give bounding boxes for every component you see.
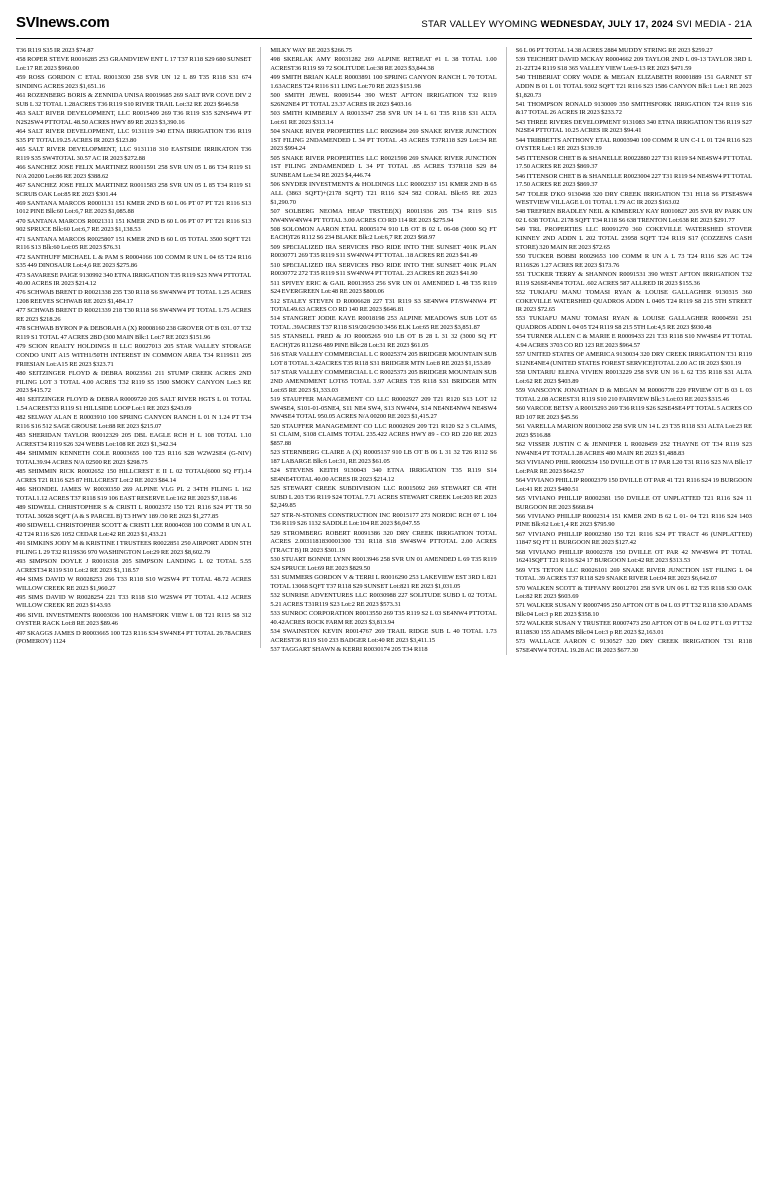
- listing-entry: 515 STANSELL FRED & JO R0005265 910 LB OT B 28 L 31 32 (3000 SQ FT EACH)T26 R112S6 489 PINE Blk:28 Lot:31 RE 2023 $61.05: [270, 333, 497, 350]
- listing-entry: T36 R119 S35 IR 2023 $74.87: [16, 47, 94, 54]
- listing-entry: 482 SELWAY ALAN E R0003910 100 SPRING CANYON RANCH L 01 N 1.24 PT T34 R116 S16 512 SAGE GROUSE Lot:88 RE 2023 $215.07: [16, 414, 252, 431]
- listing-entry: 466 SANCHEZ JOSE FELIX MARTINEZ R0011591 258 SVR UN 05 L 86 T34 R119 S1 N/A 20200 Lot:86 RE 2023 $388.62: [16, 163, 252, 180]
- listing-entry: 550 TUCKER BOBBI R0029653 100 COMM R UN A L 73 T24 R116 S26 AC T24 R116S26 1.27 ACRES RE 2023 $173.76: [515, 252, 752, 269]
- listing-entry: 552 TUKIAFU MANU TOMASI RYAN & LOUISE GALLAGHER 9130315 360 COKEVILLE WATERSHED QUADROS ADDN L 0405 T24 R119 S8 215 5TH STREET IR 2023 $72.65: [515, 288, 752, 314]
- listing-entry: 510 SPECIALIZED IRA SERVICES FBO RIDE INTO THE SUNSET 401K PLAN R0030772 272 T35 R119 S11 SW4NW4 PT TOTAL .23 ACRES RE 2023 $41.90: [270, 261, 497, 278]
- listing-entry: 570 WALKEN SCOTT & TIFFANY R0012701 258 SVR UN 06 L 82 T35 R118 S30 OAK Lot:82 RE 2023 $603.69: [515, 584, 752, 601]
- listing-entry: 543 THREE RIVERS DEVELOPMENT 9131083 340 ETNA IRRIGATION T36 R119 S27 N2SE4 PTTOTAL 10.25 ACRES IR 2023 $94.41: [515, 118, 752, 135]
- listing-entry: 505 SNAKE RIVER PROPERTIES LLC R0021598 269 SNAKE RIVER JUNCTION 1ST FILING 2NDAMENDED L 34 PT TOTAL .85 ACRES T37R118 S29 84 SUNBEAM Lot:34 RE 2023 $4,446.74: [270, 154, 497, 179]
- listing-entry: 484 SHIMMIN KENNETH COLE R0003655 100 T23 R116 S28 W2W2SE4 (G-NIV) TOTAL39.94 ACRES N/A 02500 RE 2023 $298.75: [16, 450, 252, 466]
- listing-entry: 480 SEITZINGER FLOYD & DEBRA R0023561 211 STUMP CREEK ACRES 2ND FILING LOT 3 TOTAL 4.00 ACRES T32 R119 S5 1500 SMOKY CANYON Lot:3 RE 2023 $415.72: [16, 369, 252, 395]
- listing-entry: 509 SPECIALIZED IRA SERVICES FBO RIDE INTO THE SUNSET 401K PLAN R0030771 269 T35 R119 S11 SW4NW4 PT TOTAL .18 ACRES RE 2023 $41.49: [270, 243, 497, 260]
- listing-entry: 520 STAUFFER MANAGEMENT CO LLC R0002929 209 T21 R120 S2 3 CLAIMS, S1 CLAIM, S108 CLAIMS TOTAL 235.422 ACRES HWY 89 - CO RD 220 RE 2023 $857.88: [270, 422, 497, 447]
- listing-entry: 483 SHERIDAN TAYLOR R0012329 205 DBL EAGLE RCH H L 108 TOTAL 1.10 ACREST34 R119 S26 324 WEBB Lot:108 RE 2023 $1,342.34: [16, 432, 252, 449]
- column-2: [261, 47, 506, 655]
- listing-entry: 507 SOLBERG NEOMA HEAP TRSTEE(X) R0011936 205 T34 R119 S15 NW4NW4NW4 PT TOTAL 3.00 ACRES CO RD 114 RE 2023 $275.94: [270, 207, 497, 224]
- listing-entry: 471 SANTANA MARCOS R0025807 151 KMER 2ND B 60 L 05 TOTAL 3500 SQFT T21 R116 S13 Blk:60 Lot:05 RE 2023 $76.31: [16, 235, 252, 252]
- publication-logo[interactable]: SVInews.com: [16, 14, 110, 31]
- listing-entry: 545 ITTENSOR CHET B & SHANELLE R0022880 227 T31 R119 S4 NE4SW4 PT TOTAL 17.50 ACRES RE 2023 $869.37: [515, 154, 752, 171]
- listing-entry: 516 STAR VALLEY COMMERCIAL L C R0025374 205 BRIDGER MOUNTAIN SUB LOT 8 TOTAL 3.42ACRES T35 R118 S31 BRIDGER MTN Lot:8 RE 2023 $1,153.89: [270, 351, 497, 368]
- listing-entry: 540 THIBERIAT CORY WADE & MEGAN ELIZABETH R0001889 151 GARNET ST ADDN B 01 L 01 TOTAL 9302 SQFT T21 R116 S23 1586 CANYON Blk:1 Lot:1 RE 2023 $1,820.73: [515, 74, 752, 99]
- listing-entry: 562 VISSER JUSTIN C & JENNIFER L R0028459 252 THAYNE OT T34 R119 S23 NW4NE4 PT TOTAL1.28 ACRES 480 MAIN RE 2023 $1,488.83: [515, 441, 752, 457]
- masthead: [16, 14, 752, 35]
- listing-entry: 495 SIMS DAVID W R0028254 221 T33 R118 S10 W2SW4 PT TOTAL 4.12 ACRES WILLOW CREEK RE 2023 $143.93: [16, 593, 252, 610]
- listing-entry: 534 SWAINSTON KEVIN R0014767 269 TRAIL RIDGE SUB L 40 TOTAL 1.73 ACREST36 R119 S10 233 BADGER Lot:40 RE 2023 $3,411.15: [270, 627, 497, 644]
- listing-entry: 519 STAUFFER MANAGEMENT CO LLC R0002927 209 T21 R120 S13 LOT 12 SW4SE4, S101-01-05NE4, S11 NE4 SW4, S13 NW4N4, S14 NE4NE4NW4 NE4SW4 NW4SE4 TOTAL 950.05 ACRES N/A 00200 RE 2023 $1,415.27: [270, 395, 497, 421]
- column-3: [507, 47, 752, 656]
- listing-entry: 478 SCHWAB BYRON P & DEBORAH A (X) R0008160 238 GROVER OT B 031. 07 T32 R119 S1 TOTAL 47 ACRES 2BD (300 MAIN Blk:1 Lot:7 RE 2023 $151.96: [16, 325, 252, 341]
- listing-entry: 559 VANSCOYK JONATHAN D & MEGAN M R0006778 229 FRVIEW OT B 03 L 03 TOTAL 2.08 ACREST31 R119 S10 210 FAIRVIEW Blk:3 Lot:03 RE 2023 $315.46: [515, 387, 752, 403]
- column-1: [16, 47, 261, 648]
- listing-entry: 498 SKERLAK AMY R0031282 269 ALPINE RETREAT #1 L 38 TOTAL 1.00 ACREST36 R119 S9 72 SOLITUDE Lot:38 RE 2023 $3,844.38: [270, 56, 497, 72]
- listing-entry: 566 VIVIANO PHILLIP R0002314 151 KMER 2ND B 62 L 01- 04 T21 R116 S24 1403 PINE Blk:62 Lot:1,4 RE 2023 $795.90: [515, 512, 752, 529]
- listing-entry: S6 L 06 PT TOTAL 14.38 ACRES 2884 MUDDY STRING RE 2023 $259.27: [515, 47, 713, 54]
- listing-entry: 490 SIDWELL CHRISTOPHER SCOTT & CRISTI LEE R0004038 100 COMM R UN A L 42 T24 R116 S26 1052 CEDAR Lot:42 RE 2023 $1,433.21: [16, 522, 252, 538]
- listing-entry: 470 SANTANA MARCOS R0021311 151 KMER 2ND B 60 L 06 PT 07 PT T21 R116 S13 902 SPRUCE Blk:60 Lot:6,7 RE 2023 $1,138.53: [16, 217, 252, 234]
- listing-entry: 500 SMITH JEWEL R0091544 390 WEST AFTON IRRIGATION T32 R119 S26N2NE4 PT TOTAL 23.37 ACRES IR 2023 $403.16: [270, 92, 497, 108]
- listing-entry: 564 VIVIANO PHILLIP R0002379 150 DVILLE OT PAR 41 T21 R116 S24 19 BURGOON Lot:41 RE 2023 $480.51: [515, 476, 752, 493]
- listing-entry: 572 WALKER SUSAN Y TRUSTEE R0007473 250 AFTON OT B 04 L 02 PT L 03 PT T32 R118S30 155 ADAMS Blk:04 Lot:3 p RE 2023 $2,163.01: [515, 620, 752, 637]
- listing-entry: 464 SALT RIVER DEVELOPMENT, LLC 9131119 340 ETNA IRRIGATION T36 R119 S35 PT TOTAL19.25 ACRES IR 2023 $123.80: [16, 128, 252, 144]
- listing-entry: 565 VIVIANO PHILLIP R0002381 150 DVILLE OT UNPLATTED T21 R116 S24 11 BURGOON RE 2023 $668.84: [515, 494, 752, 511]
- listing-entry: 571 WALKER SUSAN Y R0007495 250 AFTON OT B 04 L 03 PT T32 R118 S30 ADAMS Blk:04 Lot:3 p RE 2023 $358.10: [515, 602, 752, 619]
- listing-entry: 514 STANGRET JODIE KAYE R0018198 253 ALPINE MEADOWS SUB LOT 65 TOTAL .39ACRES T37 R118 S19/20/29/30 3456 ELK Lot:65 RE 2023 $3,851.87: [270, 315, 497, 332]
- listing-entry: 469 SANTANA MARCOS R0001131 151 KMER 2ND B 60 L 06 PT 07 PT T21 R116 S13 1012 PINE Blk:60 Lot:6,7 RE 2023 $1,085.88: [16, 199, 252, 216]
- listing-entry: 494 SIMS DAVID W R0028253 266 T33 R118 S10 W2SW4 PT TOTAL 48.72 ACRES WILLOW CREEK RE 2023 $1,960.27: [16, 575, 252, 592]
- listing-entry: 530 STUART BONNIE LYNN R0013946 258 SVR UN 01 AMENDED L 69 T35 R119 S24 SPRUCE Lot:69 RE 2023 $829.50: [270, 556, 497, 572]
- listing-entry: 491 SIMKINS JODY M & KRISTINE I TRUSTEES R0022851 250 AIRPORT ADDN 5TH FILING L 29 T32 R119S36 970 WASHINGTON Lot:29 RE 2023 $8,602.79: [16, 539, 252, 556]
- listing-entry: 553 TUKIAFU MANU TOMASI RYAN & LOUISE GALLAGHER R0004591 251 QUADROS ADDN L 04 05 T24 R119 S8 215 5TH Lot:4,5 RE 2023 $930.48: [515, 315, 752, 332]
- masthead-divider: [16, 38, 752, 39]
- listing-entry: 497 SKAGGS JAMES D R0003665 100 T23 R116 S34 SW4NE4 PT TOTAL 29.78ACRES (POMEROY) 1124: [16, 629, 252, 646]
- listing-entry: 548 TREFREN BRADLEY NEIL & KIMBERLY KAY R0010827 205 SVR RV PARK UN 02 L 638 TOTAL 2178 SQFT T34 R118 S6 638 TRENTON Lot:638 RE 2023 $291.77: [515, 208, 752, 225]
- listing-entry: 533 SUNROC CORPORATION R0013550 269 T35 R119 S2 L 03 SE4NW4 PTTOTAL 40.42ACRES ROCK FARM RE 2023 $3,813.94: [270, 609, 497, 626]
- listing-entry: 508 SOLOMON AARON ETAL R0005174 910 LB OT B 02 L 06-08 (3000 SQ FT EACH)T26 R112 S6 234 BLAKE Blk:2 Lot:6,7 RE 2023 $68.97: [270, 225, 497, 242]
- listing-entry: 551 TUCKER TERRY & SHANNON R0091531 390 WEST AFTON IRRIGATION T32 R119 S26SE4NE4 TOTAL .602 ACRES 587 ALLRED IR 2023 $155.36: [515, 270, 752, 287]
- listing-entry: 473 SAVARESE PAIGE 9130992 340 ETNA IRRIGATION T35 R119 S23 NW4 PTTOTAL 40.00 ACRES IR 2023 $214.12: [16, 271, 252, 288]
- listing-entry: 476 SCHWAB BRENT D R0021338 235 T30 R118 S6 SW4NW4 PT TOTAL 1.25 ACRES 1208 REEVES SCHWAB RE 2023 $1,484.17: [16, 289, 252, 306]
- listing-entry: 493 SIMPSON DOYLE J R0016318 205 SIMPSON LANDING L 02 TOTAL 5.55 ACREST34 R119 S10 Lot:2 RE 2023 $1,118.57: [16, 557, 252, 574]
- listing-entry: 517 STAR VALLEY COMMERCIAL L C R0025373 205 BRIDGER MOUNTAIN SUB 2ND AMENDMENT LOT65 TOTAL 3.97 ACRES T35 R118 S31 BRIDGER MTN Lot:65 RE 2023 $1,333.03: [270, 369, 497, 394]
- listing-entry: 544 TRIBBETTS ANTHONY ETAL R0003940 100 COMM R UN C-I L 01 T24 R116 S23 OYSTER Lot:1 RE 2023 $139.39: [515, 136, 752, 153]
- listing-entry: 499 SMITH BRIAN KALE R0003891 100 SPRING CANYON RANCH L 70 TOTAL 1.63ACRES T24 R116 S11 LING Lot:70 RE 2023 $151.98: [270, 74, 497, 90]
- listing-entry: 512 STALEY STEVEN D R0006628 227 T31 R119 S3 SE4NW4 PT/SW4NW4 PT TOTAL49.63 ACRES CO RD 140 RE 2023 $646.81: [270, 297, 497, 314]
- listing-entry: 523 STERNBERG CLAIRE A (X) R0005137 910 LB OT B 06 L 31 32 T26 R112 S6 187 LABARGE Blk:6 Lot:31, RE 2023 $61.05: [270, 449, 497, 465]
- listing-entry: 504 SNAKE RIVER PROPERTIES LLC R0029684 269 SNAKE RIVER JUNCTION 1ST FILING 2NDAMENDED L 34 PT TOTAL .43 ACRES T37R118 S29 Lot:34 RE 2023 $994.24: [270, 128, 497, 153]
- listing-entry: 524 STEVENS KEITH 9130043 340 ETNA IRRIGATION T35 R119 S14 SE4NE4TOTAL 40.00 ACRES IR 2023 $214.12: [270, 467, 497, 483]
- listing-entry: 537 TAGGART SHAWN & KERRI R0030174 205 T34 R118: [270, 645, 428, 653]
- listing-entry: 560 VARCOE BETSY A R0015293 269 T36 R119 S26 S2SE4SE4 PT TOTAL 5 ACRES CO RD 107 RE 2023 $45.56: [515, 405, 752, 421]
- listing-entry: 531 SUMMERS GORDON V & TERRI L R0016290 253 LAKEVIEW EST 3RD L 821 TOTAL 13068 SQFT T37 R118 S29 SUNSET Lot:821 RE 2023 $1,031.05: [270, 574, 497, 590]
- listing-entry: 546 ITTENSOR CHET B & SHANELLE R0023004 227 T31 R119 S4 NE4SW4 PT TOTAL 17.50 ACRES RE 2023 $869.37: [515, 172, 752, 189]
- listing-entry: 525 STEWART CREEK SUBDIVISION LLC R0015092 269 STEWART CR 4TH SUBD L 203 T36 R119 S24 TOTAL 7.71 ACRES STEWART CREEK Lot:203 RE 2023 $2,249.85: [270, 484, 497, 510]
- listing-entry: 561 VARELLA MARION R0013002 258 SVR UN 14 L 23 T35 R118 S31 ALTA Lot:23 RE 2023 $516.88: [515, 423, 752, 439]
- listing-entry: 549 TRL PROPERTIES LLC R0091270 360 COKEVILLE WATERSHED STOVER KINNEY 2ND ADDN L 202 TOTAL 23958 SQFT T24 R119 S17 (COZZENS CASH STORE) 320 MAIN RE 2023 $72.65: [515, 226, 752, 251]
- listing-entry: 496 SIVIL INVESTMENTS R0003036 100 HAMSFORK VIEW L 08 T21 R115 S8 312 OYSTER RACK Lot:8 RE 2023 $89.46: [16, 611, 252, 628]
- listing-entry: 459 ROSS GORDON C ETAL R0013030 258 SVR UN 12 L 89 T35 R118 S31 674 SINDING ACRES 2023 $1,651.16: [16, 74, 252, 90]
- listing-entry: 461 ROZENBERG BORIS & ZENNIDA UNISA R0019685 269 SALT RVR COVE DIV 2 SUB L 32 TOTAL 1.28ACRES T36 R119 S10 RIVER TRAIL Lot:32 RE 2023 $646.58: [16, 92, 252, 108]
- page-folio: [421, 19, 752, 30]
- listing-entry: 567 VIVIANO PHILLIP R0002380 150 T21 R116 S24 PT TRACT 46 (UNPLATTED) 11847 SQ FT 11 BURGOON RE 2023 $127.42: [515, 530, 752, 547]
- listing-entry: 506 SNYDER INVESTMENTS & HOLDINGS LLC R0002337 151 KMER 2ND B 65 ALL (3863 SQFT)+(2178 SQFT) T21 R116 S24 582 CORAL Blk:65 RE 2023 $1,290.70: [270, 181, 497, 206]
- issue-date: WEDNESDAY, JULY 17, 2024: [540, 19, 674, 30]
- classifieds-columns: [16, 47, 752, 656]
- listing-entry: 539 TEICHERT DAVID MCKAY R0004662 209 TAYLOR 2ND L 09-13 TAYLOR 3RD L 21-22T24 R119 S18 365 VALLEY VIEW Lot:9-13 RE 2023 $471.59: [515, 56, 752, 72]
- listing-entry: 481 SEITZINGER FLOYD & DEBRA R0009720 205 SALT RIVER HGTS L 01 TOTAL 1.54 ACREST33 R119 S1 HILLSIDE LOOP Lot:1 RE 2023 $243.09: [16, 396, 252, 413]
- listing-entry: 479 SCION REALTY HOLDINGS II LLC R0027013 205 STAR VALLEY STORAGE CONDO UNIT A15 WITH1/50TH INTEREST IN COMMON AREA T34 R119S11 205 FRIESIAN Lot:A15 RE 2023 $323.71: [16, 343, 252, 368]
- page-number: SVI MEDIA - 21A: [676, 19, 752, 30]
- listing-entry: 529 STROMBERG ROBERT R0091386 320 DRY CREEK IRRIGATION TOTAL ACRES 2.0031181830001300 T31 R118 S18 SW4SW4 PTTOTAL 2.00 ACRES (TRACT B) IR 2023 $301.19: [270, 529, 497, 554]
- listing-entry: 568 VIVIANO PHILLIP R0002378 150 DVILLE OT PAR 42 NW4SW4 PT TOTAL 16241SQFT T21 R116 S24 17 BURGOON Lot:42 RE 2023 $313.53: [515, 548, 752, 565]
- listing-entry: 511 SPIVEY ERIC & GAIL R0013953 256 SVR UN 01 AMENDED L 48 T35 R119 S24 EVERGREEN Lot:48 RE 2023 $800.06: [270, 279, 497, 296]
- listing-entry: 569 VTS TETON LLC R0026101 269 SNAKE RIVER JUNCTION 1ST FILING L 04 TOTAL .39 ACRES T37 R118 S29 SNAKE RIVER Lot:04 RE 2023 $6,642.07: [515, 566, 752, 583]
- section-name: STAR VALLEY WYOMING: [421, 19, 538, 30]
- listing-entry: 467 SANCHEZ JOSE FELIX MARTINEZ R0011583 258 SVR UN 05 L 85 T34 R119 S1 SCRUB OAK Lot:85 RE 2023 $301.44: [16, 181, 252, 198]
- listing-entry: 489 SIDWELL CHRISTOPHER S & CRISTI L R0002372 150 T21 R116 S24 PT TR 50 TOTAL 30928 SQFT (A & S PARCEL B) T3 HWY 189 /30 RE 2023 $1,277.85: [16, 504, 252, 520]
- listing-entry: 472 SANTHUFF MICHAEL L & PAM S R0004166 100 COMM R UN L 04 65 T24 R116 S35 449 DINOSAUR Lot:4,6 RE 2023 $275.86: [16, 253, 252, 270]
- listing-entry: 541 THOMPSON RONALD 9130009 350 SMITHSFORK IRRIGATION T24 R119 S16 &17 TOTAL 26 ACRES IR 2023 $233.72: [515, 100, 752, 117]
- listing-entry: 458 ROPER STEVE R0016285 253 GRANDVIEW ENT L 17 T37 R118 S29 680 SUNSET Lot:17 RE 2023 $960.00: [16, 56, 252, 72]
- listing-entry: 527 STR-N-STONES CONSTRUCTION INC R0015177 273 NORDIC RCH 07 L 104 T36 R119 S26 1132 SADDLE Lot:104 RE 2023 $6,047.55: [270, 511, 497, 528]
- listing-entry: MILKY WAY RE 2023 $266.75: [270, 47, 352, 54]
- listing-entry: 554 TURNER ALLEN C & MARIE E R0009433 221 T33 R118 S10 NW4SE4 PT TOTAL 4.94 ACRES 3703 CO RD 123 RE 2023 $964.57: [515, 333, 752, 350]
- listing-entry: 563 VIVIANO PHIL R0002534 150 DVILLE OT B 17 PAR L20 T31 R116 S23 N/A Blk:17 Lot:PAR RE 2023 $642.57: [515, 458, 752, 475]
- listing-entry: 532 SUNRISE ADVENTURES LLC R0030988 227 SOLITUDE SUBD L 02 TOTAL 5.21 ACRES T31R119 S23 Lot:2 RE 2023 $573.31: [270, 592, 497, 608]
- listing-entry: 486 SHONDEL JAMES W R0030350 269 ALPINE VLG PL 2 34TH FILING L 162 TOTAL1.12 ACRES T37 R118 S19 106 EAST RESERVE Lot:162 RE 2023 $7,118.46: [16, 486, 252, 502]
- listing-entry: 547 TOLER D'KO 9130498 320 DRY CREEK IRRIGATION T31 H118 S6 PTSE4SW4 WESTVIEW VILLAGE L 01 TOTAL 1.79 AC IR 2023 $163.02: [515, 190, 752, 207]
- listing-entry: 557 UNITED STATES OF AMERICA 9130034 320 DRY CREEK IRRIGATION T31 R119 S12NE4NE4 (UNITED STATES FOREST SERVICE)TOTAL 2.00 AC IR 2023 $301.19: [515, 351, 752, 368]
- listing-entry: 573 WALLACE AARON C 9130527 320 DRY CREEK IRRIGATION T31 R118 S7SE4NW4 TOTAL 19.28 AC IR 2023 $677.30: [515, 638, 752, 655]
- listing-entry: 558 UNTARIU ELENA VIVIEN R0013229 258 SVR UN 16 L 62 T35 R118 S31 ALTA Lot:62 RE 2023 $403.89: [515, 369, 752, 385]
- listing-entry: 485 SHIMMIN RICK R0002652 150 HILLCREST E II L 02 TOTAL(6000 SQ FT).14 ACRES T21 R116 S25 87 HILLCREST Lot:2 RE 2023 $84.14: [16, 468, 252, 484]
- listing-entry: 465 SALT RIVER DEVELOPMENT, LLC 9131118 310 EASTSIDE IRRIKATON T36 R119 S35 SW4TOTAL 30.57 AC IR 2023 $272.88: [16, 145, 252, 162]
- listing-entry: 463 SALT RIVER DEVELOPMENT, LLC R0015409 269 T36 R119 S35 S2NS4W4 PT N2S2SW4 PTTOTAL 48.50 ACRES HWY 89 RE 2023 $3,390.16: [16, 110, 252, 126]
- listing-entry: 477 SCHWAB BRENT D R0021339 218 T30 R118 S6 SW4NW4 PT TOTAL 1.75 ACRES RE 2023 $218.26: [16, 307, 252, 324]
- listing-entry: 503 SMITH KIMBERLY A R0013347 258 SVR UN 14 L 61 T35 R118 S31 ALTA Lot:61 RE 2023 $313.14: [270, 110, 497, 126]
